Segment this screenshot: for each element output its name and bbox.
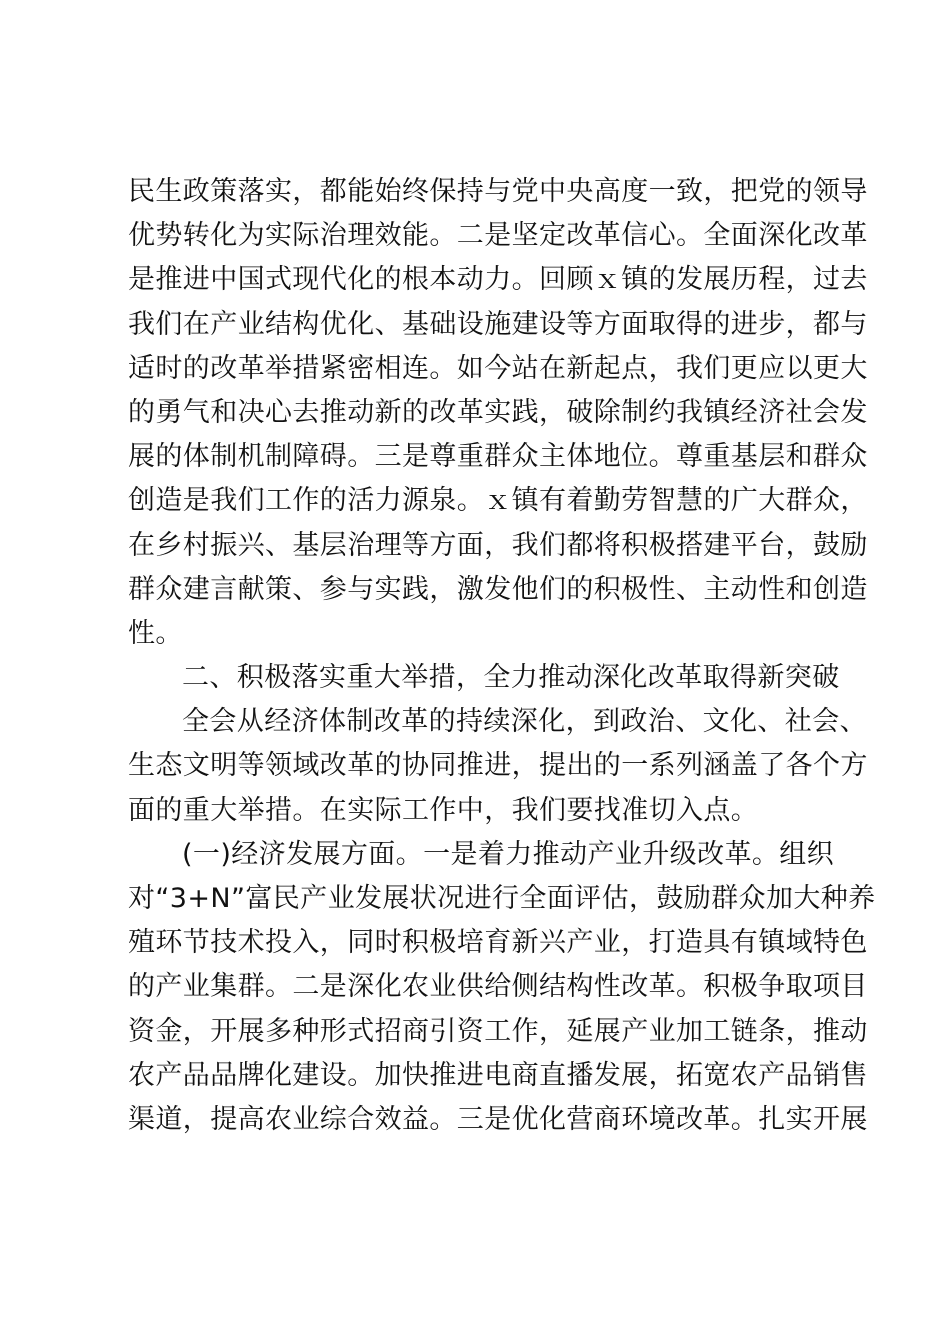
- text-line: 民生政策落实，都能始终保持与党中央高度一致，把党的领导: [128, 176, 868, 207]
- text-line: 是推进中国式现代化的根本动力。回顾ｘ镇的发展历程，过去: [128, 264, 868, 296]
- text-line: 在乡村振兴、基层治理等方面，我们都将积极搭建平台，鼓励: [128, 529, 868, 561]
- document-body: [128, 170, 876, 1142]
- text-line: 群众建言献策、参与实践，激发他们的积极性、主动性和创造: [128, 573, 868, 605]
- text-line: 优势转化为实际治理效能。二是坚定改革信心。全面深化改革: [128, 220, 868, 252]
- text-line: 殖环节技术投入，同时积极培育新兴产业，打造具有镇域特色: [128, 927, 868, 959]
- subsection-first-line: (一)经济发展方面。一是着力推动产业升级改革。组织: [182, 838, 835, 870]
- text-line: 适时的改革举措紧密相连。如今站在新起点，我们更应以更大: [128, 352, 868, 384]
- text-line: 农产品品牌化建设。加快推进电商直播发展，拓宽农产品销售: [128, 1059, 868, 1091]
- text-line: 的产业集群。二是深化农业供给侧结构性改革。积极争取项目: [128, 971, 868, 1003]
- text-line: 资金，开展多种形式招商引资工作，延展产业加工链条，推动: [128, 1015, 868, 1047]
- text-line: 的勇气和决心去推动新的改革实践，破除制约我镇经济社会发: [128, 396, 868, 428]
- text-line: 展的体制机制障碍。三是尊重群众主体地位。尊重基层和群众: [128, 441, 868, 473]
- text-line: 渠道，提高农业综合效益。三是优化营商环境改革。扎实开展: [128, 1103, 868, 1135]
- text-line: 我们在产业结构优化、基础设施建设等方面取得的进步，都与: [128, 308, 868, 340]
- section-heading: 二、积极落实重大举措，全力推动深化改革取得新突破: [182, 662, 840, 694]
- paragraph-first-line: 全会从经济体制改革的持续深化，到政治、文化、社会、: [182, 706, 867, 738]
- text-line: 对“3+N”富民产业发展状况进行全面评估，鼓励群众加大种养: [128, 883, 876, 914]
- text-line: 创造是我们工作的活力源泉。ｘ镇有着勤劳智慧的广大群众，: [128, 485, 868, 517]
- text-line: 性。: [128, 617, 183, 649]
- text-line: 生态文明等领域改革的协同推进，提出的一系列涵盖了各个方: [128, 750, 868, 782]
- text-line: 面的重大举措。在实际工作中，我们要找准切入点。: [128, 794, 759, 826]
